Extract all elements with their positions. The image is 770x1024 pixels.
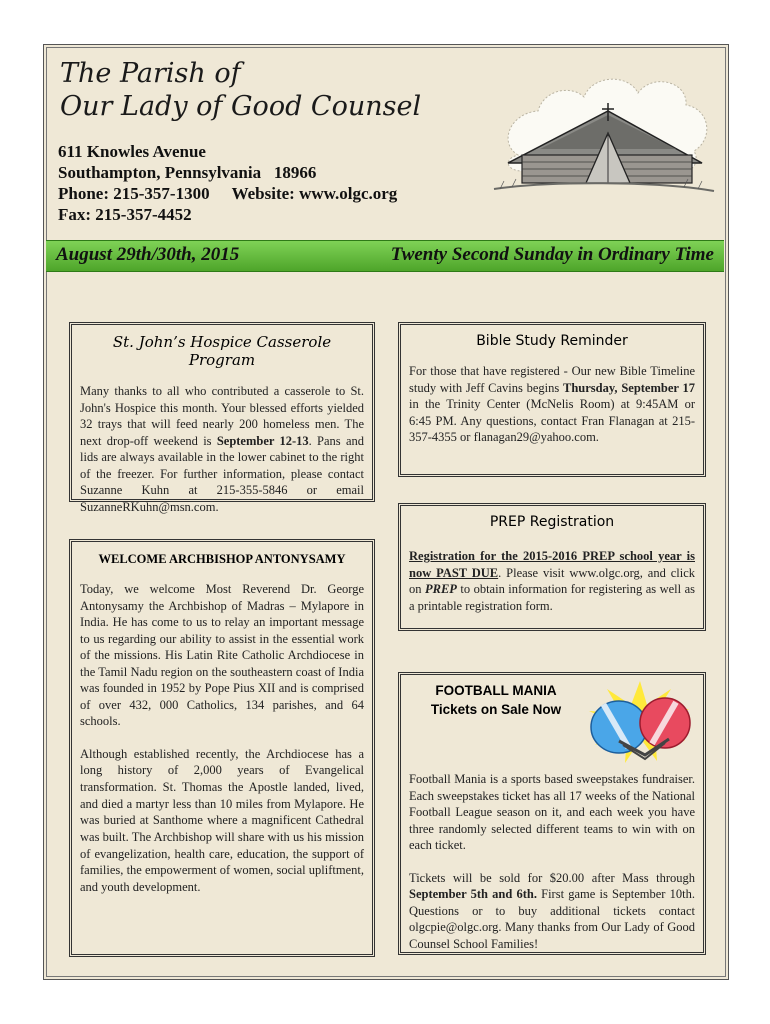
football-title-2: Tickets on Sale Now [430,702,562,717]
prep-body [409,548,695,614]
hospice-text-1: Many thanks to all who contributed a casserole to St. John's Hospice this month. Your blessed efforts yielded 32 trays that will feed nearly 200 homeless men. The next drop-off weekend is [80,384,364,448]
archbishop-paragraph-1: Today, we welcome Most Reverend Dr. George Antonysamy the Archbishop of Madras – Mylapore in India. He has come to us to relay an important message to us regarding our ability to assist in the essential work of the missions. His Latin Rite Catholic Archdiocese in the Tamil Nadu region on the southeastern coast of India was founded in 1952 by Pope Pius XII and is comprised of over 432, 000 Catholics, 134 parishes, and 64 schools. [80,582,364,728]
title-line-1: The Parish of [60,58,241,89]
hospice-casserole-box [69,322,375,514]
city-state-zip: Southampton, Pennsylvania 18966 [58,163,317,182]
archbishop-paragraph-2: Although established recently, the Archdiocese has a long history of 2,000 years of Evangelical transformation. St. Thomas the Apostle landed, lived, and died a martyr less than 10 miles from Mylapore. He was buried at Santhome where a magnificent Cathedral was built. The Archbishop will share with us his mission of evangelization, health care, education, the support of families, the empowerment of women, social upliftment, and youth development. [80,746,364,895]
website: Website: www.olgc.org [231,184,398,203]
prep-past-due-notice: Registration for the 2015-2016 PREP school year is now PAST DUE [409,549,695,580]
archbishop-welcome-box [69,539,375,957]
hospice-title: St. John’s Hospice Casserole Program [112,333,332,369]
football-helmets-icon [585,679,695,765]
prep-title: PREP Registration [489,514,615,530]
fax: Fax: 215-357-4452 [58,205,192,224]
street-address: 611 Knowles Avenue [58,142,206,161]
bulletin-date: August 29th/30th, 2015 [56,244,240,265]
liturgical-sunday: Twenty Second Sunday in Ordinary Time [390,244,714,265]
title-line-2: Our Lady of Good Counsel [60,91,422,122]
bible-start-date: Thursday, September 17 [563,380,695,395]
bulletin-page [43,44,729,980]
football-sale-dates: September 5th and 6th. [409,887,537,901]
date-banner [46,240,724,272]
bible-study-box [398,322,706,477]
parish-title [60,57,421,123]
football-title-1: FOOTBALL MANIA [435,683,557,698]
hospice-dropoff-date: September 12-13 [216,433,309,448]
phone: Phone: 215-357-1300 [58,184,210,203]
prep-text-1: . Please visit www.olgc.org, and click on [409,565,695,596]
bible-study-body [409,363,695,446]
bible-study-title: Bible Study Reminder [476,333,628,349]
church-drawing [488,63,718,203]
hospice-text-2: . Pans and lids are always available in the lower cabinet to the right of the freezer. For further information, please contact Suzanne Kuhn at 215-355-5846 or email SuzanneRKuhn@msn.com. [80,433,364,514]
football-paragraph-1: Football Mania is a sports based sweepstakes fundraiser. Each sweepstakes ticket has all 17 weeks of the National Football League season on it, and each week you have three randomly selected different teams to win with on each ticket. [409,772,695,852]
football-paragraph-2 [409,870,695,953]
prep-text-2: to obtain information for registering as well as a printable registration form. [409,582,696,613]
contact-block [58,141,397,225]
hospice-body [80,383,364,515]
archbishop-title: WELCOME ARCHBISHOP ANTONYSAMY [98,552,346,566]
phone-website-line [58,183,397,204]
prep-link-label: PREP [424,582,457,596]
football-text-2: First game is September 10th. Questions or to buy additional tickets contact olgcpie@olgc.org. Many thanks from Our Lady of Good Counsel School Families! [409,887,695,951]
bible-text-2: in the Trinity Center (McNelis Room) at 9:45AM or 6:45 PM. Any questions, contact Fran Flanagan at 215-357-4355 or flanagan29@yahoo.com. [409,397,695,444]
football-mania-box [398,672,706,955]
bible-text-1: For those that have registered - Our new Bible Timeline study with Jeff Cavins begins [409,364,695,395]
football-title [411,681,581,719]
football-text-1: Tickets will be sold for $20.00 after Mass through [409,870,695,885]
prep-registration-box [398,503,706,631]
